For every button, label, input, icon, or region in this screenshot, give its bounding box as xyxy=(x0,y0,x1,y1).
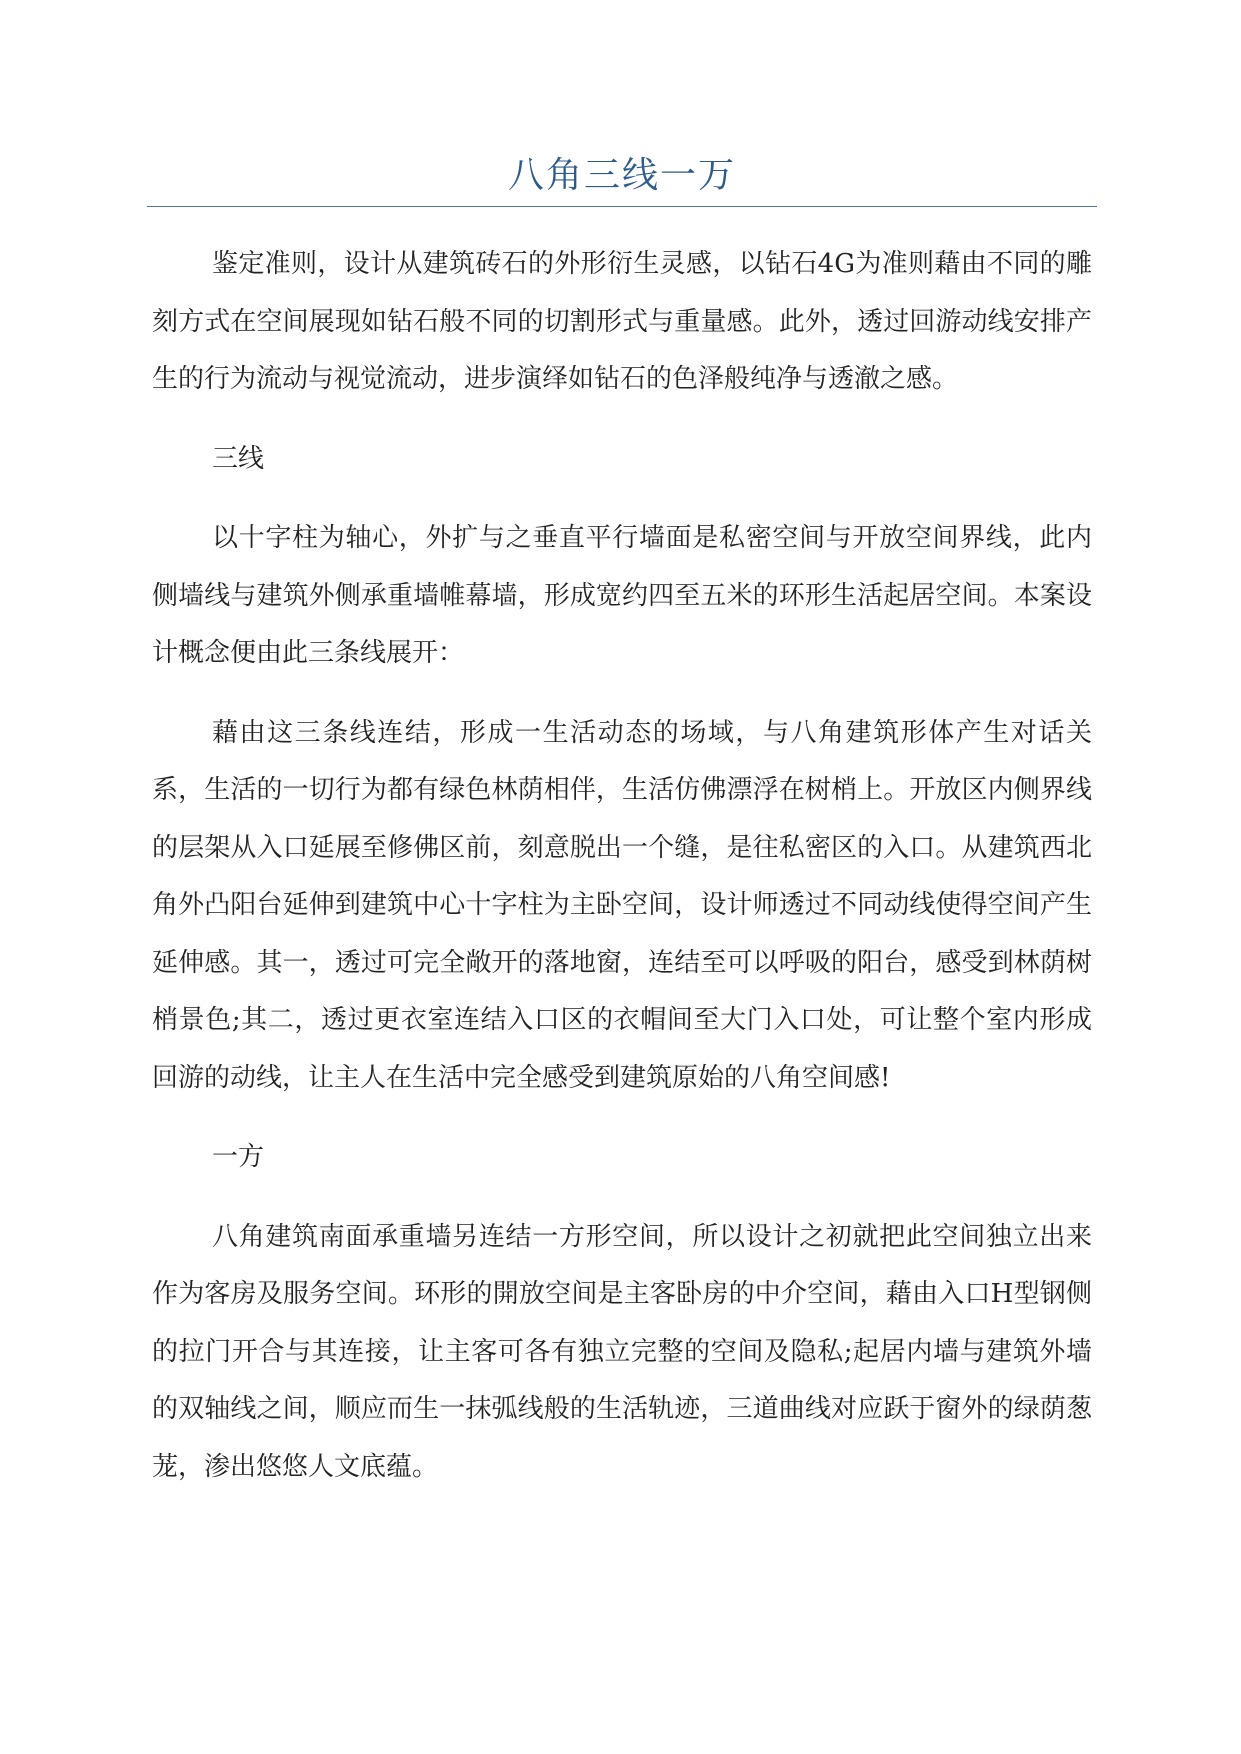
section-heading-three-lines: 三线 xyxy=(212,443,265,474)
document-body xyxy=(152,236,1092,1518)
title-divider xyxy=(147,206,1097,207)
paragraph-three-lines-intro: 以十字柱为轴心，外扩与之垂直平行墙面是私密空间与开放空间界线，此内侧墙线与建筑外侧承重墙帷幕墙，形成宽约四至五米的环形生活起居空间。本案设计概念便由此三条线展开： xyxy=(152,523,1092,668)
paragraph-three-lines-detail: 藉由这三条线连结，形成一生活动态的场域，与八角建筑形体产生对话关系，生活的一切行为都有绿色林荫相伴，生活仿佛漂浮在树梢上。开放区内侧界线的层架从入口延展至修佛区前，刻意脱出一个缝，是往私密区的入口。从建筑西北角外凸阳台延伸到建筑中心十字柱为主卧空间，设计师透过不同动线使得空间产生延伸感。其一，透过可完全敞开的落地窗，连结至可以呼吸的阳台，感受到林荫树梢景色;其二，透过更衣室连结入口区的衣帽间至大门入口处，可让整个室内形成回游的动线，让主人在生活中完全感受到建筑原始的八角空间感! xyxy=(152,717,1092,1093)
page-title: 八角三线一万 xyxy=(507,155,736,196)
section-heading-one-square: 一方 xyxy=(212,1142,265,1172)
paragraph-criteria: 鉴定准则，设计从建筑砖石的外形衍生灵感，以钻石4G为准则藉由不同的雕刻方式在空间展现如钻石般不同的切割形式与重量感。此外，透过回游动线安排产生的行为流动与视觉流动，进步演绎如钻石的色泽般纯净与透澈之感。 xyxy=(152,249,1092,394)
paragraph-one-square: 八角建筑南面承重墙另连结一方形空间，所以设计之初就把此空间独立出来作为客房及服务空间。环形的開放空间是主客卧房的中介空间，藉由入口H型钢侧的拉门开合与其连接，让主客可各有独立完整的空间及隐私;起居内墙与建筑外墙的双轴线之间，顺应而生一抹弧线般的生活轨迹，三道曲线对应跃于窗外的绿荫葱茏，渗出悠悠人文底蕴。 xyxy=(152,1221,1092,1482)
